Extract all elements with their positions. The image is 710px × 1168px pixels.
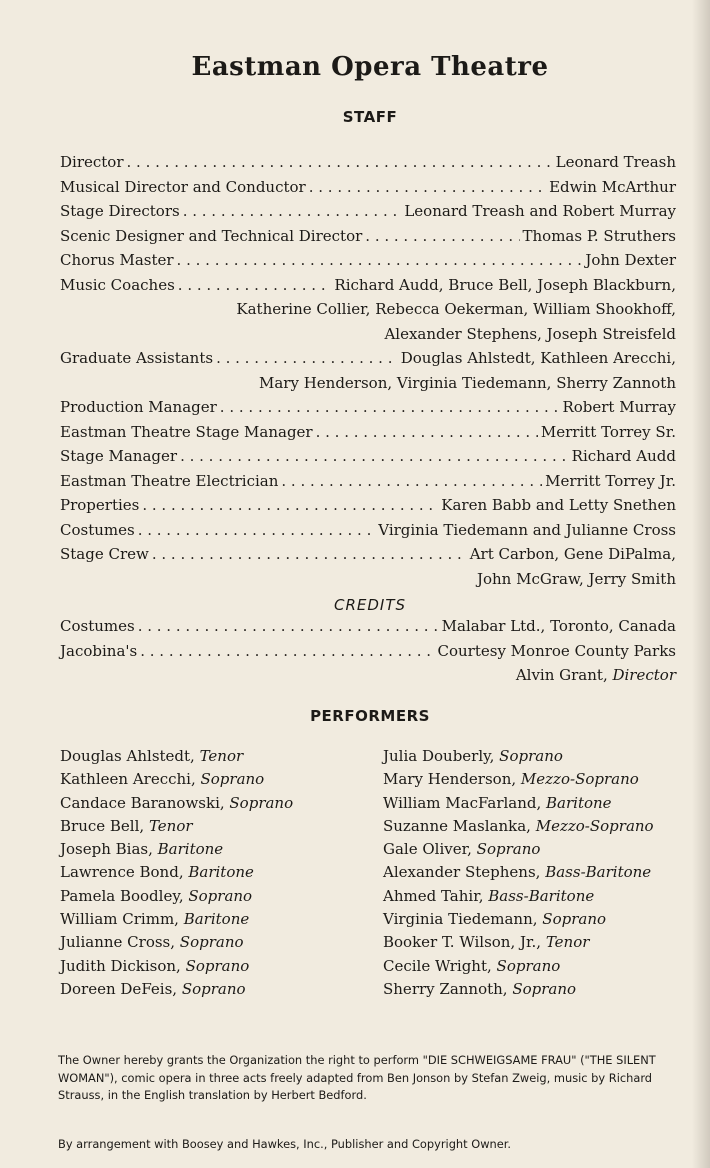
staff-row: [60, 175, 676, 200]
performer-name: Julia Douberly,: [383, 747, 500, 765]
dot-leader: [220, 395, 560, 420]
performer: [383, 885, 654, 908]
performer-name: William MacFarland,: [383, 793, 547, 812]
performer: [60, 861, 293, 884]
staff-row: [60, 493, 676, 518]
dot-leader: [140, 639, 434, 664]
performer-voice: Soprano: [229, 793, 294, 812]
performer-name: Suzanne Maslanka,: [383, 816, 536, 835]
arrangement-notice: By arrangement with Boosey and Hawkes, Inc., Publisher and Copyright Owner.: [58, 1137, 512, 1151]
performer-voice: Tenor: [148, 816, 193, 835]
staff-role: Musical Director and Conductor: [60, 177, 306, 196]
performer-name: Kathleen Arecchi,: [60, 770, 201, 789]
performer: [60, 908, 293, 931]
staff-names: Edwin McArthur: [549, 177, 676, 196]
credits-list: [60, 614, 676, 688]
performer-name: Ahmed Tahir,: [383, 886, 489, 905]
staff-names: Virginia Tiedemann and Julianne Cross: [378, 520, 676, 539]
staff-role: Scenic Designer and Technical Director: [60, 226, 363, 245]
performer-name: Pamela Boodley,: [60, 886, 189, 905]
performer-name: Doreen DeFeis,: [60, 979, 182, 998]
performer-voice: Bass-Baritone: [488, 886, 595, 905]
staff-role: Stage Directors: [60, 202, 180, 220]
dot-leader: [142, 493, 438, 518]
staff-row: [60, 346, 676, 371]
performer-voice: Mezzo-Soprano: [520, 770, 639, 789]
performer: [60, 815, 293, 838]
performer-voice: Soprano: [476, 840, 541, 859]
credit-role: Jacobina's: [60, 641, 138, 660]
credit-continued: [60, 663, 676, 688]
staff-role: Eastman Theatre Stage Manager: [60, 422, 313, 441]
dot-leader: [177, 248, 583, 273]
dot-leader: [127, 150, 553, 175]
staff-role: Music Coaches: [60, 275, 175, 294]
dot-leader: [183, 199, 402, 224]
performer: [60, 792, 293, 815]
staff-row: [60, 199, 676, 224]
dot-leader: [138, 614, 439, 639]
staff-heading: STAFF: [342, 108, 398, 126]
staff-names: Karen Babb and Letty Snethen: [441, 496, 676, 514]
performer: [383, 955, 654, 978]
staff-names-continued: Mary Henderson, Virginia Tiedemann, Sherry Zannoth: [259, 373, 676, 392]
performer: [383, 931, 654, 954]
performer-voice: Soprano: [512, 979, 577, 998]
staff-row: [60, 542, 676, 567]
staff-row: [60, 420, 676, 445]
dot-leader: [281, 469, 542, 494]
performer: [383, 861, 654, 884]
performer-voice: Soprano: [499, 747, 563, 765]
credit-person: Alvin Grant,: [515, 666, 613, 684]
performer-name: Judith Dickison,: [60, 956, 186, 975]
performer-name: Joseph Bias,: [60, 840, 158, 859]
performers-right-column: [383, 745, 654, 1001]
performer: [383, 815, 654, 838]
performer: [383, 768, 654, 791]
performers-heading: PERFORMERS: [310, 707, 430, 725]
staff-names: Richard Audd: [571, 447, 676, 465]
performer-name: Booker T. Wilson, Jr.,: [383, 933, 546, 952]
staff-row: [60, 518, 676, 543]
dot-leader: [178, 273, 332, 298]
performer-name: Gale Oliver,: [383, 840, 477, 859]
staff-role: Eastman Theatre Electrician: [60, 471, 279, 490]
performer-name: Bruce Bell,: [60, 816, 149, 835]
credit-names: Malabar Ltd., Toronto, Canada: [441, 617, 676, 635]
staff-role: Properties: [60, 496, 140, 514]
performer-voice: Baritone: [157, 840, 224, 859]
performer-name: Cecile Wright,: [383, 956, 497, 975]
credit-row: [60, 639, 676, 664]
performers-left-column: [60, 745, 293, 1001]
performer: [383, 838, 654, 861]
legal-notice: The Owner hereby grants the Organization the right to perform "DIE SCHWEIGSAME FRAU" ("THE SILENT WOMAN"), comic opera in three acts freely adapted from Ben Jonson by Stefan Zweig, music by Richard Strauss, in the English translation by Herbert Bedford.: [58, 1053, 656, 1102]
dot-leader: [180, 444, 569, 469]
credit-row: [60, 614, 676, 639]
performer-voice: Soprano: [200, 770, 265, 789]
performer: [60, 955, 293, 978]
performer-name: Douglas Ahlstedt,: [60, 747, 200, 765]
staff-role: Stage Manager: [60, 447, 178, 465]
staff-names: Leonard Treash: [555, 153, 676, 171]
performer: [383, 908, 654, 931]
performer-name: William Crimm,: [60, 910, 184, 929]
staff-role: Production Manager: [60, 398, 217, 416]
performer-voice: Tenor: [545, 933, 590, 952]
performer-voice: Mezzo-Soprano: [535, 816, 654, 835]
staff-names: Art Carbon, Gene DiPalma,: [469, 545, 676, 563]
staff-names: Merritt Torrey Jr.: [545, 471, 676, 490]
staff-role: Graduate Assistants: [60, 349, 214, 367]
dot-leader: [138, 518, 376, 543]
performer-voice: Baritone: [183, 910, 250, 929]
staff-names-continued: Alexander Stephens, Joseph Streisfeld: [384, 324, 676, 343]
performer-name: Mary Henderson,: [383, 770, 521, 789]
performer-voice: Soprano: [185, 956, 250, 975]
performer: [60, 838, 293, 861]
dot-leader: [365, 224, 519, 249]
performer-voice: Soprano: [542, 910, 607, 929]
performer-voice: Bass-Baritone: [545, 863, 652, 882]
performer: [383, 978, 654, 1001]
performer: [60, 768, 293, 791]
performer-voice: Soprano: [181, 979, 246, 998]
performer: [383, 792, 654, 815]
page-title: Eastman Opera Theatre: [191, 52, 549, 82]
credits-heading: CREDITS: [333, 596, 407, 614]
performer: [383, 745, 654, 768]
performer-voice: Tenor: [199, 747, 244, 765]
staff-row: [60, 469, 676, 494]
performer-name: Julianne Cross,: [60, 933, 180, 952]
performer: [60, 978, 293, 1001]
dot-leader: [316, 420, 538, 445]
staff-names-continued: John McGraw, Jerry Smith: [476, 569, 676, 588]
staff-row: [60, 150, 676, 175]
staff-row: [60, 248, 676, 273]
credit-person-title: Director: [612, 666, 676, 684]
performer-name: Sherry Zannoth,: [383, 979, 513, 998]
staff-names: Thomas P. Struthers: [522, 226, 676, 245]
staff-role: Stage Crew: [60, 545, 149, 563]
staff-names: Merritt Torrey Sr.: [540, 422, 676, 441]
performer-name: Candace Baranowski,: [60, 793, 230, 812]
performer-voice: Soprano: [496, 956, 561, 975]
staff-names: John Dexter: [585, 251, 676, 269]
performer-voice: Baritone: [546, 793, 612, 812]
staff-names: Leonard Treash and Robert Murray: [404, 202, 676, 220]
staff-names: Robert Murray: [562, 398, 676, 416]
staff-role: Costumes: [60, 520, 135, 539]
performer: [60, 885, 293, 908]
credit-names: Courtesy Monroe County Parks: [437, 641, 676, 660]
performer: [60, 745, 293, 768]
staff-role: Director: [60, 153, 124, 171]
performer-name: Lawrence Bond,: [60, 863, 189, 882]
performer-name: Virginia Tiedemann,: [383, 910, 543, 929]
staff-role: Chorus Master: [60, 251, 174, 269]
performer-voice: Soprano: [188, 886, 253, 905]
performer-voice: Soprano: [179, 933, 244, 952]
staff-row: [60, 395, 676, 420]
dot-leader: [152, 542, 467, 567]
staff-names-continued: Katherine Collier, Rebecca Oekerman, William Shookhoff,: [236, 300, 676, 318]
performer-voice: Baritone: [188, 863, 254, 882]
performer-name: Alexander Stephens,: [383, 863, 546, 882]
dot-leader: [216, 346, 398, 371]
staff-row: [60, 444, 676, 469]
staff-list: [60, 150, 676, 591]
performer: [60, 931, 293, 954]
staff-names: Douglas Ahlstedt, Kathleen Arecchi,: [400, 349, 676, 367]
staff-row: [60, 273, 676, 298]
dot-leader: [309, 175, 546, 200]
page-edge-shadow: [692, 0, 710, 1168]
staff-names: Richard Audd, Bruce Bell, Joseph Blackburn,: [334, 275, 676, 294]
staff-row: [60, 224, 676, 249]
credit-role: Costumes: [60, 617, 135, 635]
